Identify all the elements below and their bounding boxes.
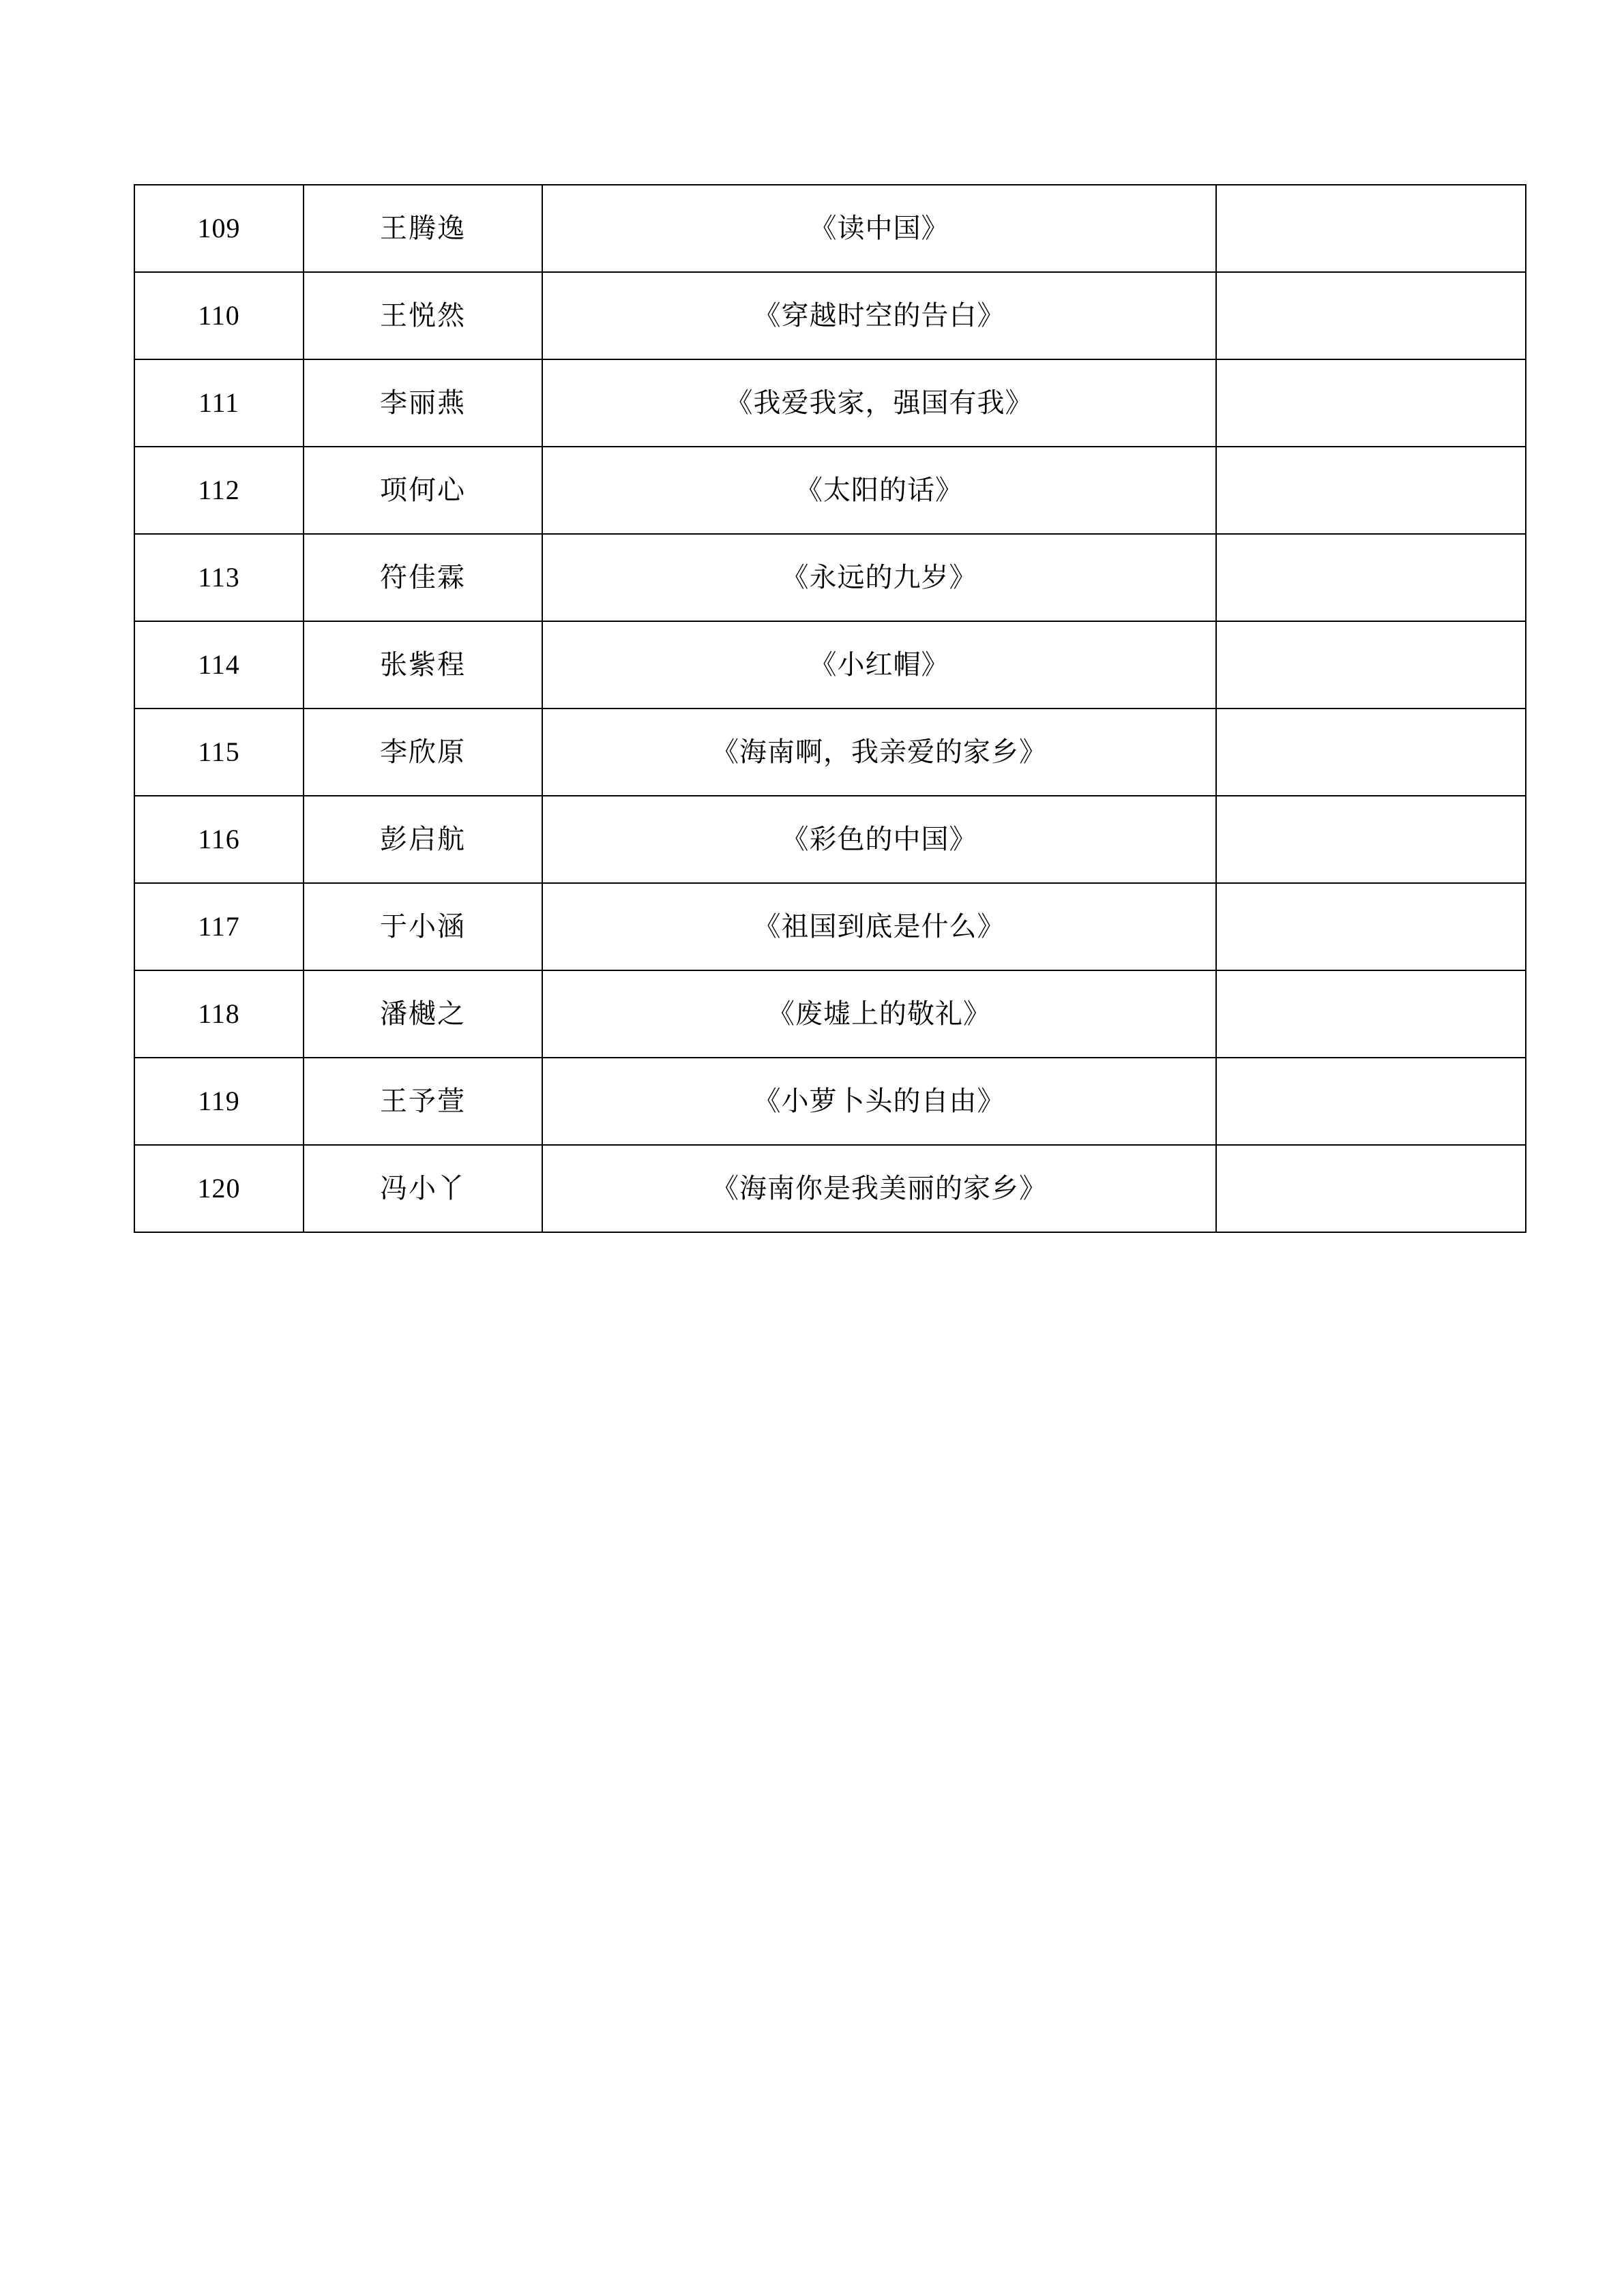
table-row xyxy=(134,883,1526,970)
participant-table xyxy=(134,184,1526,1233)
cell-sequence-number: 119 xyxy=(134,1058,304,1145)
cell-remark xyxy=(1216,796,1526,883)
cell-work-title: 《永远的九岁》 xyxy=(542,534,1216,621)
cell-participant-name: 李丽燕 xyxy=(304,359,542,447)
cell-sequence-number: 111 xyxy=(134,359,304,447)
cell-participant-name: 潘樾之 xyxy=(304,970,542,1058)
cell-work-title: 《海南啊，我亲爱的家乡》 xyxy=(542,709,1216,796)
table-row xyxy=(134,970,1526,1058)
cell-work-title: 《废墟上的敬礼》 xyxy=(542,970,1216,1058)
cell-remark xyxy=(1216,447,1526,534)
cell-remark xyxy=(1216,359,1526,447)
cell-remark xyxy=(1216,709,1526,796)
table-row xyxy=(134,359,1526,447)
cell-sequence-number: 115 xyxy=(134,709,304,796)
cell-work-title: 《小红帽》 xyxy=(542,621,1216,709)
cell-participant-name: 王腾逸 xyxy=(304,185,542,272)
cell-remark xyxy=(1216,1145,1526,1232)
table-row xyxy=(134,709,1526,796)
cell-sequence-number: 120 xyxy=(134,1145,304,1232)
table-row xyxy=(134,272,1526,359)
cell-participant-name: 张紫程 xyxy=(304,621,542,709)
cell-work-title: 《祖国到底是什么》 xyxy=(542,883,1216,970)
cell-participant-name: 项何心 xyxy=(304,447,542,534)
cell-sequence-number: 110 xyxy=(134,272,304,359)
cell-work-title: 《我爱我家，强国有我》 xyxy=(542,359,1216,447)
cell-work-title: 《海南你是我美丽的家乡》 xyxy=(542,1145,1216,1232)
cell-remark xyxy=(1216,534,1526,621)
cell-sequence-number: 109 xyxy=(134,185,304,272)
cell-participant-name: 王予萱 xyxy=(304,1058,542,1145)
cell-work-title: 《穿越时空的告白》 xyxy=(542,272,1216,359)
table-row xyxy=(134,796,1526,883)
table-row xyxy=(134,534,1526,621)
cell-work-title: 《读中国》 xyxy=(542,185,1216,272)
cell-participant-name: 李欣原 xyxy=(304,709,542,796)
table-row xyxy=(134,1145,1526,1232)
cell-sequence-number: 114 xyxy=(134,621,304,709)
cell-remark xyxy=(1216,883,1526,970)
cell-remark xyxy=(1216,621,1526,709)
cell-participant-name: 王悦然 xyxy=(304,272,542,359)
cell-sequence-number: 117 xyxy=(134,883,304,970)
cell-remark xyxy=(1216,272,1526,359)
cell-participant-name: 彭启航 xyxy=(304,796,542,883)
cell-remark xyxy=(1216,1058,1526,1145)
cell-participant-name: 于小涵 xyxy=(304,883,542,970)
cell-work-title: 《彩色的中国》 xyxy=(542,796,1216,883)
table-row xyxy=(134,447,1526,534)
cell-remark xyxy=(1216,970,1526,1058)
table-row xyxy=(134,185,1526,272)
cell-sequence-number: 118 xyxy=(134,970,304,1058)
cell-sequence-number: 113 xyxy=(134,534,304,621)
table-body xyxy=(134,185,1526,1232)
cell-participant-name: 冯小丫 xyxy=(304,1145,542,1232)
cell-work-title: 《太阳的话》 xyxy=(542,447,1216,534)
cell-sequence-number: 116 xyxy=(134,796,304,883)
cell-sequence-number: 112 xyxy=(134,447,304,534)
table-row xyxy=(134,1058,1526,1145)
cell-participant-name: 符佳霖 xyxy=(304,534,542,621)
table-row xyxy=(134,621,1526,709)
cell-remark xyxy=(1216,185,1526,272)
cell-work-title: 《小萝卜头的自由》 xyxy=(542,1058,1216,1145)
